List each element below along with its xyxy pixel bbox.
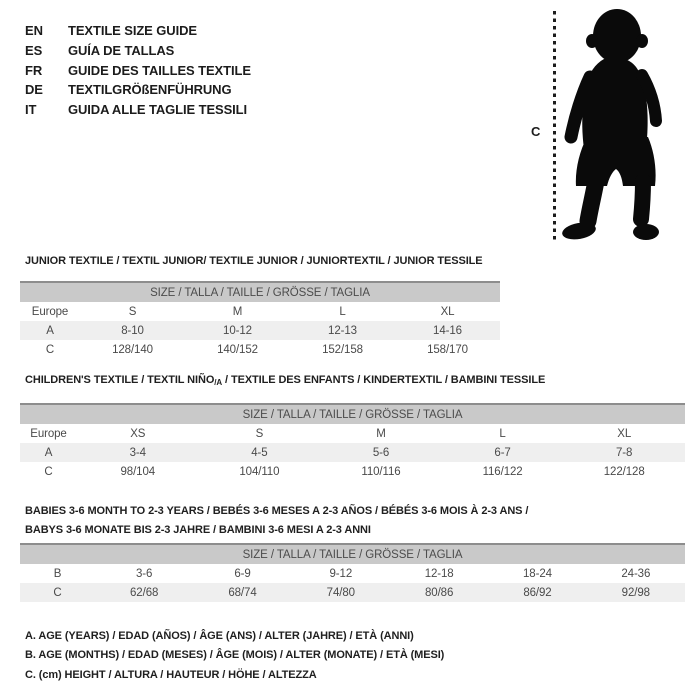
lang-title: GUIDE DES TAILLES TEXTILE <box>68 62 251 78</box>
size-cell: M <box>376 427 386 440</box>
size-header-cell: SIZE / TALLA / TAILLE / GRÖSSE / TAGLIA <box>20 544 685 564</box>
row-label: Europe <box>30 427 67 440</box>
lang-code: IT <box>25 102 37 118</box>
months-cell: 6-9 <box>234 567 251 580</box>
height-measure-line <box>553 11 556 242</box>
height-cell: 140/152 <box>217 343 258 356</box>
babies-title-line2: BABYS 3-6 MONATE BIS 2-3 JAHRE / BAMBINI 3-6 MESI A 2-3 ANNI <box>25 524 371 536</box>
height-cell: 128/140 <box>112 343 153 356</box>
row-label: C <box>45 343 55 356</box>
height-cell: 122/128 <box>603 465 645 478</box>
title-text: CHILDREN'S TEXTILE / TEXTIL NIÑO <box>25 374 215 386</box>
row-label: A <box>20 443 77 462</box>
table-row-age <box>20 321 500 340</box>
note-height-cm: C. (cm) HEIGHT / ALTURA / HAUTEUR / HÖHE / ALTEZZA <box>25 668 317 681</box>
height-cell: 86/92 <box>488 583 586 602</box>
months-cell: 9-12 <box>329 567 353 580</box>
table-row-months <box>20 564 685 583</box>
age-cell: 6-7 <box>442 443 564 462</box>
lang-row-de <box>25 80 251 100</box>
age-cell: 12-13 <box>290 321 395 340</box>
row-label: B <box>53 567 62 580</box>
months-cell: 12-18 <box>424 567 454 580</box>
height-cell: 74/80 <box>292 583 390 602</box>
children-size-table <box>20 403 685 481</box>
age-cell: 8-10 <box>80 321 185 340</box>
lang-title: TEXTILGRÖßENFÜHRUNG <box>68 82 232 98</box>
table-row-europe <box>20 424 685 443</box>
lang-code: DE <box>25 82 43 98</box>
lang-row-it <box>25 100 251 120</box>
row-label: Europe <box>31 305 69 318</box>
height-cell: 80/86 <box>390 583 488 602</box>
size-cell: M <box>232 305 243 318</box>
lang-title: GUÍA DE TALLAS <box>68 42 175 58</box>
legend-notes <box>25 627 444 685</box>
junior-table-title: JUNIOR TEXTILE / TEXTIL JUNIOR/ TEXTILE JUNIOR / JUNIORTEXTIL / JUNIOR TESSILE <box>25 255 483 267</box>
size-header-cell: SIZE / TALLA / TAILLE / GRÖSSE / TAGLIA <box>20 282 500 302</box>
row-label: C <box>44 465 53 478</box>
junior-size-table <box>20 281 500 359</box>
size-cell: XL <box>440 305 455 318</box>
lang-row-es <box>25 41 251 61</box>
size-cell: XL <box>617 427 632 440</box>
age-cell: 5-6 <box>320 443 442 462</box>
table-row-age <box>20 443 685 462</box>
height-cell: 68/74 <box>193 583 291 602</box>
note-age-years: A. AGE (YEARS) / EDAD (AÑOS) / ÂGE (ANS) / ALTER (JAHRE) / ETÀ (ANNI) <box>25 630 414 642</box>
height-cell: 152/158 <box>322 343 363 356</box>
children-table-title <box>25 371 545 392</box>
height-cell: 110/116 <box>361 465 401 478</box>
title-text: / TEXTILE DES ENFANTS / KINDERTEXTIL / BAMBINI TESSILE <box>222 374 546 386</box>
height-measure-label: C <box>531 124 541 139</box>
height-cell: 98/104 <box>120 465 156 478</box>
lang-row-fr <box>25 61 251 81</box>
table-row-height <box>20 462 685 481</box>
months-cell: 18-24 <box>523 567 552 580</box>
table-header-row <box>20 544 685 564</box>
lang-code: ES <box>25 42 43 58</box>
table-row-height <box>20 340 500 359</box>
months-cell: 24-36 <box>621 567 651 580</box>
age-cell: 4-5 <box>199 443 321 462</box>
size-cell: S <box>128 305 137 318</box>
lang-code: FR <box>25 62 43 78</box>
height-cell: 158/170 <box>427 343 468 356</box>
size-cell: S <box>255 427 264 440</box>
lang-row-en <box>25 21 251 41</box>
babies-table-title <box>25 502 528 540</box>
table-header-row <box>20 404 685 424</box>
table-header-row <box>20 282 500 302</box>
lang-code: EN <box>25 23 43 38</box>
table-row-europe <box>20 302 500 321</box>
age-cell: 14-16 <box>395 321 500 340</box>
toddler-silhouette-icon <box>562 9 666 243</box>
lang-title: GUIDA ALLE TAGLIE TESSILI <box>68 102 248 118</box>
row-label: A <box>20 321 80 340</box>
row-label: C <box>20 583 95 602</box>
babies-size-table <box>20 543 685 602</box>
size-cell: L <box>339 305 346 318</box>
age-cell: 7-8 <box>563 443 685 462</box>
note-age-months: B. AGE (MONTHS) / EDAD (MESES) / ÂGE (MOIS) / ALTER (MONATE) / ETÀ (MESI) <box>25 649 445 662</box>
height-cell: 62/68 <box>95 583 193 602</box>
size-cell: L <box>499 427 506 440</box>
table-row-height <box>20 583 685 602</box>
language-title-list <box>25 21 251 120</box>
babies-title-line1: BABIES 3-6 MONTH TO 2-3 YEARS / BEBÉS 3-6 MESES A 2-3 AÑOS / BÉBÉS 3-6 MOIS À 2-3 ANS / <box>25 505 529 517</box>
lang-title: TEXTILE SIZE GUIDE <box>68 23 197 38</box>
months-cell: 3-6 <box>136 567 153 580</box>
age-cell: 10-12 <box>185 321 290 340</box>
size-header-cell: SIZE / TALLA / TAILLE / GRÖSSE / TAGLIA <box>20 404 685 424</box>
height-cell: 116/122 <box>482 465 523 478</box>
height-cell: 104/110 <box>239 465 280 478</box>
size-cell: XS <box>130 427 146 440</box>
title-subscript: /A <box>214 378 223 387</box>
height-cell: 92/98 <box>587 583 685 602</box>
age-cell: 3-4 <box>77 443 199 462</box>
